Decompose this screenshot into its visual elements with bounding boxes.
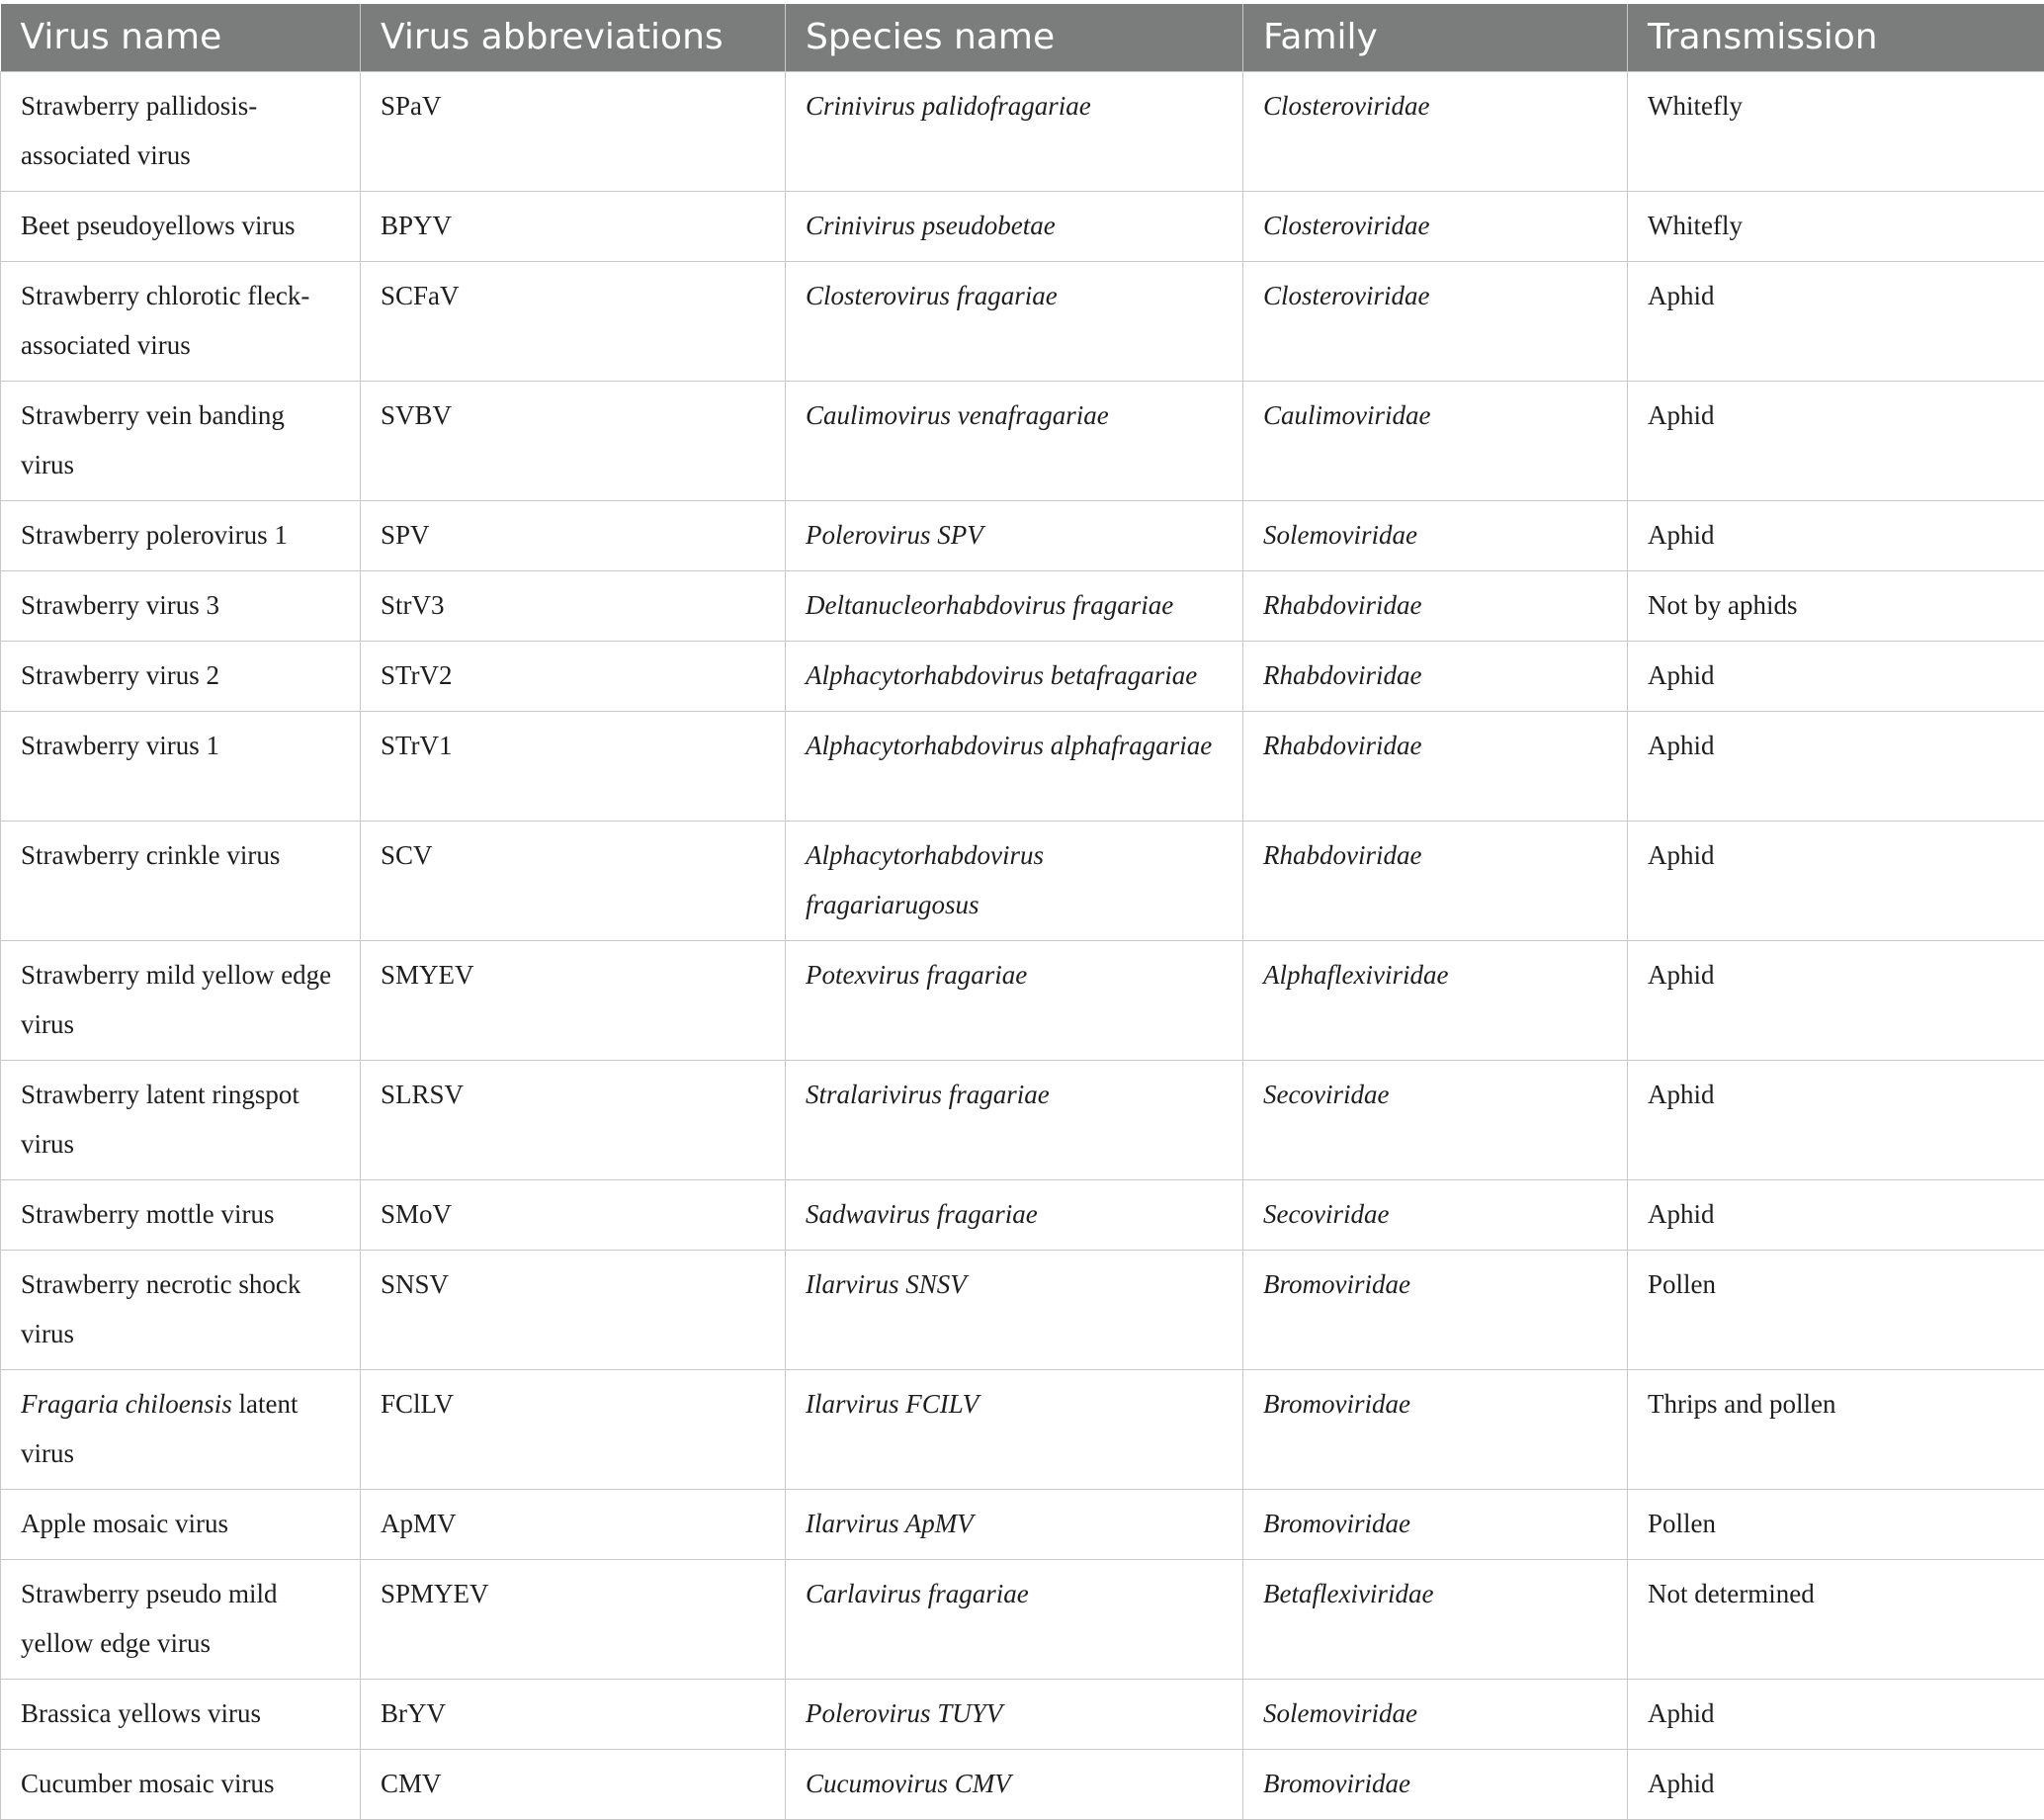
cell-virus-name: Strawberry virus 2 (1, 641, 361, 711)
cell-species-name: Polerovirus TUYV (786, 1679, 1243, 1749)
cell-virus-name: Cucumber mosaic virus (1, 1749, 361, 1819)
cell-abbreviation: SMoV (361, 1179, 786, 1250)
virus-table (0, 4, 2044, 1820)
cell-virus-name: Brassica yellows virus (1, 1679, 361, 1749)
table-row (1, 1749, 2044, 1819)
table-body (1, 71, 2044, 1819)
cell-species-name: Crinivirus palidofragariae (786, 71, 1243, 191)
cell-abbreviation: SCFaV (361, 261, 786, 381)
table-row (1, 821, 2044, 940)
cell-virus-name: Strawberry mild yellow edge virus (1, 940, 361, 1060)
header-row (1, 4, 2044, 71)
table-row (1, 500, 2044, 570)
cell-species-name: Ilarvirus ApMV (786, 1489, 1243, 1559)
cell-abbreviation: SPaV (361, 71, 786, 191)
cell-abbreviation: SCV (361, 821, 786, 940)
cell-virus-name: Strawberry necrotic shock virus (1, 1250, 361, 1369)
cell-family: Solemoviridae (1243, 500, 1628, 570)
cell-transmission: Aphid (1628, 1679, 2044, 1749)
cell-transmission: Aphid (1628, 261, 2044, 381)
cell-virus-name: Beet pseudoyellows virus (1, 191, 361, 261)
cell-species-name: Alphacytorhabdovirus fragariarugosus (786, 821, 1243, 940)
cell-transmission: Aphid (1628, 1179, 2044, 1250)
cell-family: Caulimoviridae (1243, 381, 1628, 500)
cell-species-name: Deltanucleorhabdovirus fragariae (786, 570, 1243, 641)
cell-transmission: Aphid (1628, 641, 2044, 711)
cell-transmission: Aphid (1628, 381, 2044, 500)
cell-virus-name (1, 1369, 361, 1489)
cell-abbreviation: SMYEV (361, 940, 786, 1060)
cell-abbreviation: SLRSV (361, 1060, 786, 1179)
cell-species-name: Sadwavirus fragariae (786, 1179, 1243, 1250)
cell-family: Rhabdoviridae (1243, 821, 1628, 940)
cell-family: Rhabdoviridae (1243, 641, 1628, 711)
cell-family: Solemoviridae (1243, 1679, 1628, 1749)
cell-virus-name: Strawberry latent ringspot virus (1, 1060, 361, 1179)
cell-transmission: Aphid (1628, 821, 2044, 940)
header-transmission: Transmission (1628, 4, 2044, 71)
cell-abbreviation: ApMV (361, 1489, 786, 1559)
cell-transmission: Thrips and pollen (1628, 1369, 2044, 1489)
cell-species-name: Stralarivirus fragariae (786, 1060, 1243, 1179)
table-row (1, 1489, 2044, 1559)
cell-virus-name: Strawberry crinkle virus (1, 821, 361, 940)
cell-transmission: Aphid (1628, 940, 2044, 1060)
table-row (1, 1559, 2044, 1679)
cell-virus-name: Apple mosaic virus (1, 1489, 361, 1559)
cell-species-name: Cucumovirus CMV (786, 1749, 1243, 1819)
virus-table-container (0, 4, 2044, 1820)
cell-transmission: Pollen (1628, 1250, 2044, 1369)
table-row (1, 381, 2044, 500)
table-row (1, 1369, 2044, 1489)
cell-abbreviation: FClLV (361, 1369, 786, 1489)
cell-abbreviation: StrV3 (361, 570, 786, 641)
header-virus-name: Virus name (1, 4, 361, 71)
virus-name-italic-part: Fragaria chiloensis (21, 1389, 232, 1419)
cell-transmission: Not by aphids (1628, 570, 2044, 641)
cell-transmission: Aphid (1628, 1060, 2044, 1179)
cell-species-name: Carlavirus fragariae (786, 1559, 1243, 1679)
cell-virus-name: Strawberry mottle virus (1, 1179, 361, 1250)
table-row (1, 1250, 2044, 1369)
table-header (1, 4, 2044, 71)
cell-species-name: Alphacytorhabdovirus betafragariae (786, 641, 1243, 711)
cell-transmission: Aphid (1628, 500, 2044, 570)
cell-family: Secoviridae (1243, 1179, 1628, 1250)
cell-family: Alphaflexiviridae (1243, 940, 1628, 1060)
cell-family: Closteroviridae (1243, 261, 1628, 381)
cell-species-name: Ilarvirus SNSV (786, 1250, 1243, 1369)
cell-transmission: Aphid (1628, 1749, 2044, 1819)
cell-family: Rhabdoviridae (1243, 711, 1628, 821)
table-row (1, 261, 2044, 381)
table-row (1, 711, 2044, 821)
cell-transmission: Whitefly (1628, 191, 2044, 261)
table-row (1, 1060, 2044, 1179)
header-family: Family (1243, 4, 1628, 71)
cell-transmission: Not determined (1628, 1559, 2044, 1679)
cell-species-name: Crinivirus pseudobetae (786, 191, 1243, 261)
table-row (1, 1679, 2044, 1749)
cell-abbreviation: STrV2 (361, 641, 786, 711)
table-row (1, 940, 2044, 1060)
cell-virus-name: Strawberry virus 3 (1, 570, 361, 641)
table-row (1, 570, 2044, 641)
cell-abbreviation: CMV (361, 1749, 786, 1819)
cell-abbreviation: BPYV (361, 191, 786, 261)
cell-species-name: Potexvirus fragariae (786, 940, 1243, 1060)
cell-family: Bromoviridae (1243, 1369, 1628, 1489)
cell-family: Bromoviridae (1243, 1749, 1628, 1819)
table-row (1, 641, 2044, 711)
table-row (1, 191, 2044, 261)
cell-species-name: Ilarvirus FCILV (786, 1369, 1243, 1489)
cell-family: Rhabdoviridae (1243, 570, 1628, 641)
cell-abbreviation: BrYV (361, 1679, 786, 1749)
cell-abbreviation: SVBV (361, 381, 786, 500)
virus-name-rest: latent virus (21, 1389, 298, 1468)
cell-virus-name: Strawberry virus 1 (1, 711, 361, 821)
table-row (1, 71, 2044, 191)
cell-transmission: Aphid (1628, 711, 2044, 821)
cell-transmission: Pollen (1628, 1489, 2044, 1559)
cell-family: Closteroviridae (1243, 191, 1628, 261)
cell-abbreviation: SPV (361, 500, 786, 570)
header-virus-abbreviations: Virus abbreviations (361, 4, 786, 71)
cell-species-name: Alphacytorhabdovirus alphafragariae (786, 711, 1243, 821)
cell-abbreviation: SPMYEV (361, 1559, 786, 1679)
cell-abbreviation: STrV1 (361, 711, 786, 821)
cell-virus-name: Strawberry polerovirus 1 (1, 500, 361, 570)
cell-abbreviation: SNSV (361, 1250, 786, 1369)
cell-species-name: Closterovirus fragariae (786, 261, 1243, 381)
cell-species-name: Polerovirus SPV (786, 500, 1243, 570)
cell-family: Bromoviridae (1243, 1250, 1628, 1369)
cell-virus-name: Strawberry chlorotic fleck-associated virus (1, 261, 361, 381)
cell-family: Bromoviridae (1243, 1489, 1628, 1559)
cell-virus-name: Strawberry pallidosis-associated virus (1, 71, 361, 191)
cell-virus-name: Strawberry vein banding virus (1, 381, 361, 500)
cell-virus-name: Strawberry pseudo mild yellow edge virus (1, 1559, 361, 1679)
cell-transmission: Whitefly (1628, 71, 2044, 191)
table-row (1, 1179, 2044, 1250)
cell-family: Secoviridae (1243, 1060, 1628, 1179)
cell-family: Closteroviridae (1243, 71, 1628, 191)
header-species-name: Species name (786, 4, 1243, 71)
cell-family: Betaflexiviridae (1243, 1559, 1628, 1679)
cell-species-name: Caulimovirus venafragariae (786, 381, 1243, 500)
